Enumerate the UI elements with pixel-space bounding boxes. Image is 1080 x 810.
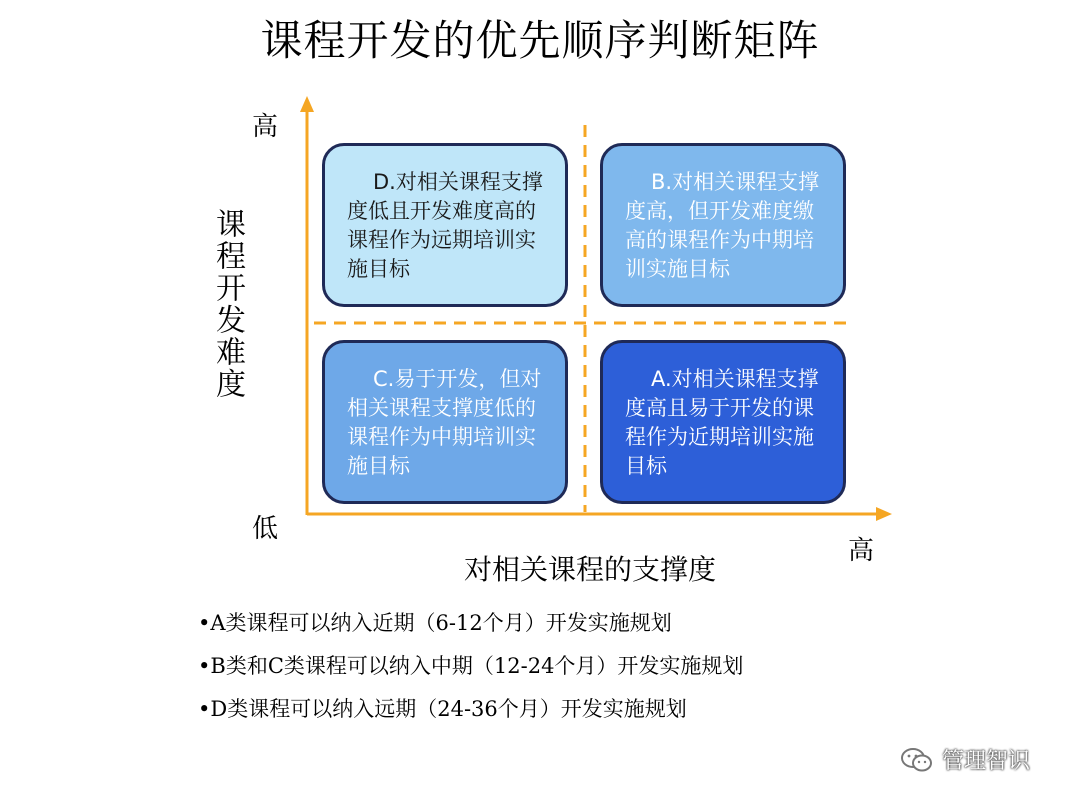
bullet-item-a: •A类课程可以纳入近期（6-12个月）开发实施规划 xyxy=(198,611,672,635)
quadrant-b xyxy=(600,143,846,307)
x-axis-title: 对相关课程的支撑度 xyxy=(463,553,716,586)
quadrant-a xyxy=(600,340,846,504)
quadrant-d-text: D.对相关课程支撑度低且开发难度高的课程作为远期培训实施目标 xyxy=(347,170,543,281)
page-title: 课程开发的优先顺序判断矩阵 xyxy=(260,16,820,65)
y-axis-arrow xyxy=(300,96,314,112)
y-axis-title: 课程开发难度 xyxy=(210,208,245,400)
wechat-icon xyxy=(900,746,934,774)
x-axis-high-label: 高 xyxy=(848,536,875,566)
watermark xyxy=(900,744,1030,775)
quadrant-a-text: A.对相关课程支撑度高且易于开发的课程作为近期培训实施目标 xyxy=(625,367,819,478)
watermark-text: 管理智识 xyxy=(942,749,1031,774)
bullet-list xyxy=(198,608,743,737)
quadrant-c-text: C.易于开发，但对相关课程支撑度低的课程作为中期培训实施目标 xyxy=(347,367,542,478)
y-axis-low-label: 低 xyxy=(252,514,279,544)
quadrant-b-text: B.对相关课程支撑度高，但开发难度缴高的课程作为中期培训实施目标 xyxy=(625,170,820,281)
y-axis-high-label: 高 xyxy=(252,112,279,142)
quadrant-d xyxy=(322,143,568,307)
bullet-item-d: •D类课程可以纳入远期（24-36个月）开发实施规划 xyxy=(198,697,687,721)
bullet-item-bc: •B类和C类课程可以纳入中期（12-24个月）开发实施规划 xyxy=(198,654,744,678)
x-axis-arrow xyxy=(876,507,892,521)
quadrant-c xyxy=(322,340,568,504)
